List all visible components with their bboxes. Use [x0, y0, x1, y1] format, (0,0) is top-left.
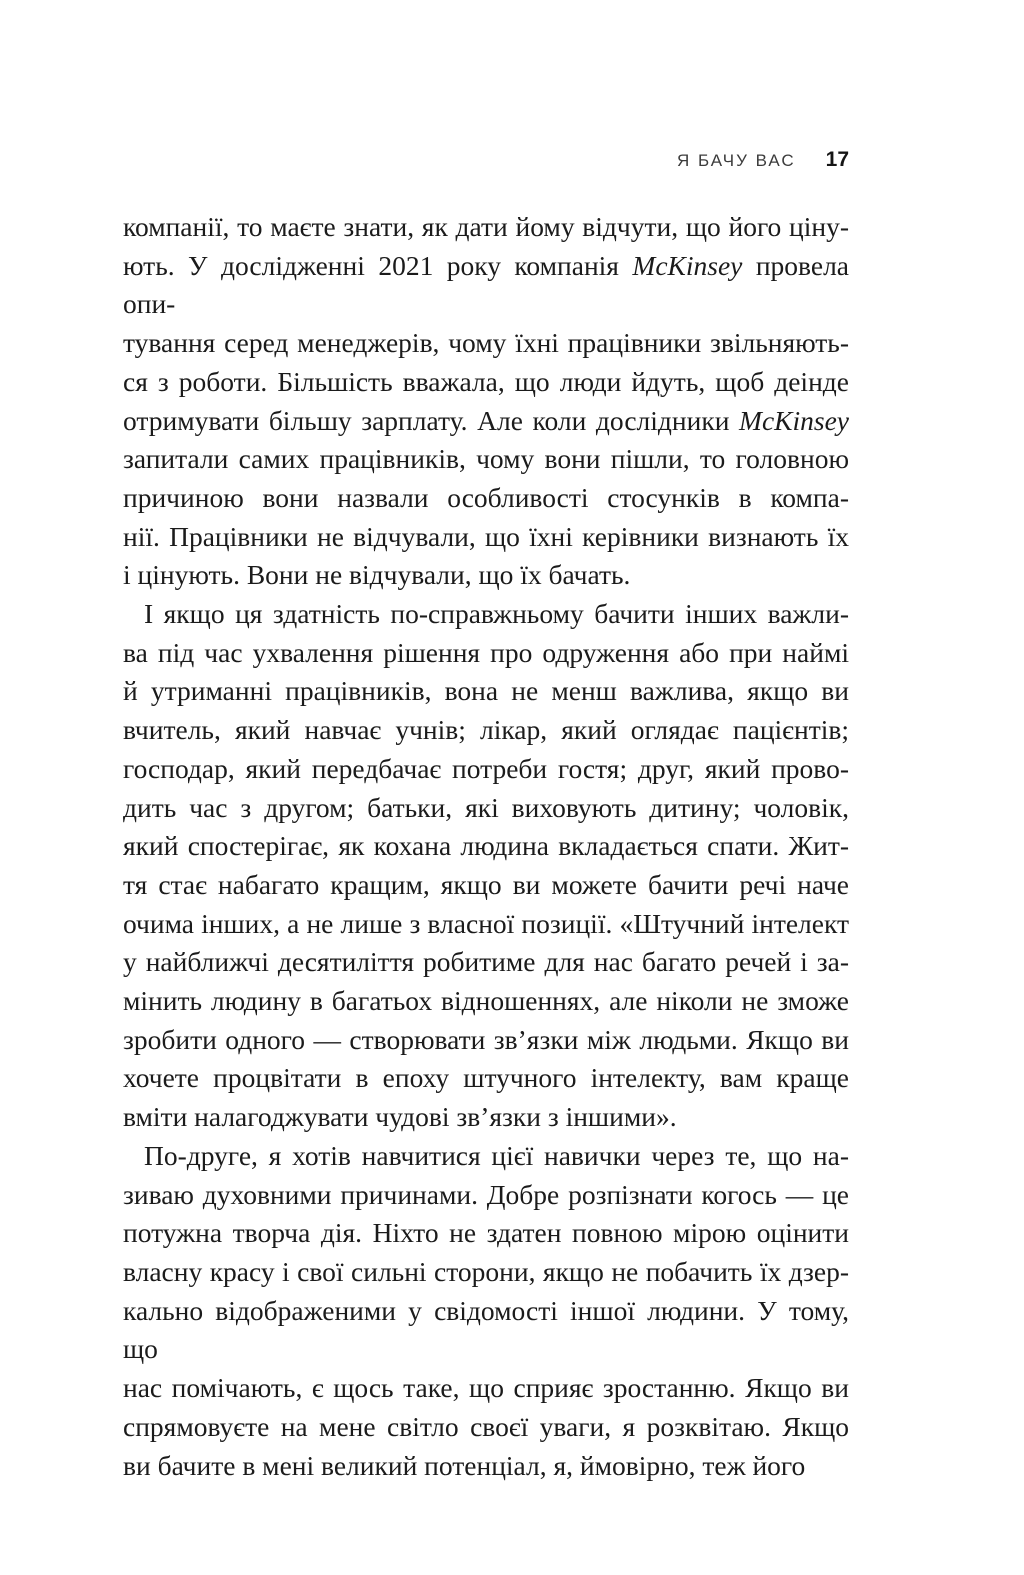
- text-segment: спрямовуєте на мене світло своєї уваги, я розквітаю. Якщо: [123, 1410, 849, 1442]
- text-line: [123, 1059, 849, 1098]
- text-segment: отримувати більшу зарплату. Але коли дослідники: [123, 404, 740, 436]
- text-segment: запитали самих працівників, чому вони пішли, то головною: [123, 443, 849, 475]
- text-segment: тя стає набагато кращим, якщо ви можете бачити речі наче: [123, 868, 849, 900]
- running-header: [123, 148, 849, 172]
- text-segment: дить час з другом; батьки, які виховують дитину; чоловік,: [123, 791, 849, 823]
- text-segment: ють. У дослідженні 2021 року компанія: [123, 249, 633, 281]
- text-line: [123, 1176, 849, 1215]
- text-line: [123, 1369, 849, 1408]
- text-line: [123, 1214, 849, 1253]
- text-line: [123, 982, 849, 1021]
- text-line: [123, 634, 849, 673]
- text-line: [123, 750, 849, 789]
- paragraph: [123, 1137, 849, 1485]
- text-segment: кально відображеними у свідомості іншої людини. У тому, що: [123, 1294, 849, 1365]
- text-segment: й утриманні працівників, вона не менш важлива, якщо ви: [123, 675, 849, 707]
- text-line: [123, 440, 849, 479]
- text-line: [123, 1021, 849, 1060]
- italic-text: McKinsey: [739, 404, 849, 436]
- text-segment: провела опи-: [123, 249, 849, 320]
- text-segment: По-друге, я хотів навчитися цієї навички через те, що на-: [144, 1139, 849, 1171]
- text-line: [123, 208, 849, 247]
- paragraph: [123, 595, 849, 1137]
- text-line: [123, 711, 849, 750]
- text-segment: компанії, то маєте знати, як дати йому відчути, що його ціну-: [123, 211, 849, 242]
- text-segment: нас помічають, є щось таке, що сприяє зростанню. Якщо ви: [123, 1372, 849, 1404]
- text-line: [123, 556, 849, 595]
- text-line: [123, 324, 849, 363]
- page-body: [123, 208, 849, 1485]
- text-segment: тування серед менеджерів, чому їхні працівники звільняють-: [123, 327, 849, 359]
- text-segment: ва під час ухвалення рішення про одруження або при наймі: [123, 636, 849, 668]
- text-segment: у найближчі десятиліття робитиме для нас багато речей і за-: [123, 946, 849, 978]
- text-segment: господар, який передбачає потреби гостя; друг, який прово-: [123, 752, 849, 784]
- text-segment: мінить людину в багатьох відношеннях, але ніколи не зможе: [123, 985, 849, 1017]
- text-line: [123, 363, 849, 402]
- text-segment: і цінують. Вони не відчували, що їх бачать.: [123, 559, 631, 591]
- text-line: [123, 1137, 849, 1176]
- text-segment: хочете процвітати в епоху штучного інтелекту, вам краще: [123, 1062, 849, 1094]
- text-segment: вчитель, який навчає учнів; лікар, який оглядає пацієнтів;: [123, 714, 849, 746]
- text-line: [123, 402, 849, 441]
- text-segment: який спостерігає, як кохана людина вкладається спати. Жит-: [123, 830, 849, 862]
- text-line: [123, 479, 849, 518]
- text-segment: власну красу і свої сильні сторони, якщо не побачить їх дзер-: [123, 1255, 849, 1287]
- text-segment: нії. Працівники не відчували, що їхні керівники визнають їх: [123, 520, 849, 552]
- text-segment: ви бачите в мені великий потенціал, я, ймовірно, теж його: [123, 1449, 806, 1481]
- text-line: [123, 1292, 849, 1369]
- text-line: [123, 1098, 849, 1137]
- text-line: [123, 943, 849, 982]
- text-segment: ся з роботи. Більшість вважала, що люди йдуть, щоб деінде: [123, 365, 849, 397]
- text-segment: зиваю духовними причинами. Добре розпізнати когось — це: [123, 1178, 849, 1210]
- text-line: [123, 905, 849, 944]
- text-segment: вміти налагоджувати чудові зв’язки з іншими».: [123, 1101, 677, 1133]
- text-line: [123, 1447, 849, 1486]
- page-number: 17: [825, 148, 849, 171]
- italic-text: McKinsey: [632, 249, 743, 281]
- text-line: [123, 1253, 849, 1292]
- text-line: [123, 672, 849, 711]
- text-segment: І якщо ця здатність по-справжньому бачити інших важли-: [144, 598, 849, 630]
- running-title: Я БАЧУ ВАС: [676, 151, 796, 170]
- text-line: [123, 1408, 849, 1447]
- text-line: [123, 518, 849, 557]
- text-segment: причиною вони назвали особливості стосунків в компа-: [123, 481, 849, 513]
- text-segment: потужна творча дія. Ніхто не здатен повною мірою оцінити: [123, 1217, 849, 1249]
- paragraph: [123, 208, 849, 595]
- text-line: [123, 827, 849, 866]
- text-segment: зробити одного — створювати зв’язки між людьми. Якщо ви: [123, 1023, 849, 1055]
- text-line: [123, 247, 849, 324]
- text-line: [123, 866, 849, 905]
- text-line: [123, 595, 849, 634]
- text-line: [123, 789, 849, 828]
- text-segment: очима інших, а не лише з власної позиції. «Штучний інтелект: [123, 907, 849, 939]
